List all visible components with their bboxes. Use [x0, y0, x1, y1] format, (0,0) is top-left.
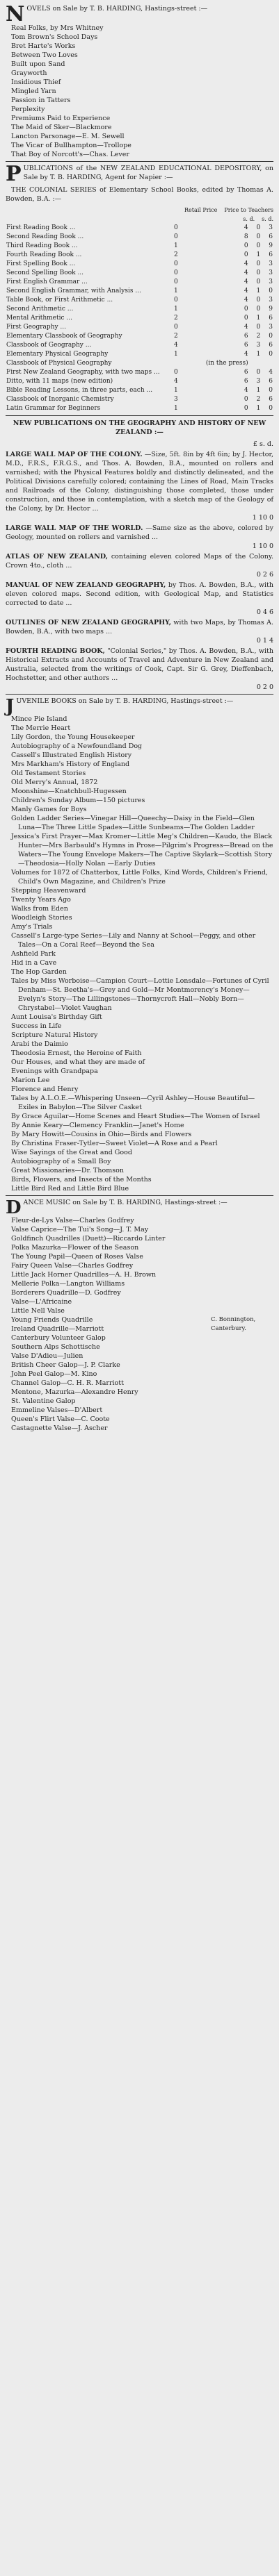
book-title: Autobiography of a Small Boy	[11, 1158, 111, 1165]
music-title: Castagnette Valse—J. Ascher	[11, 1424, 108, 1432]
retail-pence: 6	[244, 342, 248, 349]
retail-shillings: 2	[173, 251, 178, 258]
novel-title: Tom Brown's School Days	[11, 33, 98, 41]
teacher-shillings: 1	[256, 288, 261, 294]
retail-pence: 0	[244, 405, 248, 412]
header-text: UBLICATIONS of the NEW ZEALAND EDUCATIONAL DEPOSITORY, on Sale by T. B. HARDING, Agent for Napier :—	[23, 165, 273, 181]
teacher-shillings: 0	[256, 324, 261, 331]
divider	[6, 161, 273, 162]
entry-text: by Thos. A. Bowden, B.A., with eleven colored maps. Second edition, with Geological Map, and Statistics corrected to date ...	[6, 581, 273, 607]
entry-price: 1 10 0	[252, 542, 273, 550]
teacher-heading: Price to Teachers	[224, 207, 273, 213]
book-title: Walks from Eden	[11, 905, 68, 913]
price-row	[6, 395, 273, 404]
music-title: Canterbury Volunteer Galop	[11, 1334, 106, 1342]
nz-entry	[6, 524, 273, 551]
retail-shillings: 4	[173, 342, 178, 349]
book-title: Arabi the Daimio	[11, 1040, 68, 1048]
price-row	[6, 341, 273, 350]
book-title: Ashfield Park	[11, 950, 56, 958]
retail-shillings: 2	[173, 333, 178, 340]
retail-shillings: 0	[173, 297, 178, 304]
book-title: Autobiography of a Newfoundland Dog	[11, 742, 143, 750]
dance-header	[6, 1197, 273, 1218]
teacher-shillings: 3	[256, 378, 261, 385]
entry-title: FOURTH READING BOOK,	[6, 647, 105, 655]
book-name: Second Reading Book ...	[6, 233, 84, 240]
book-title: Success in Life	[11, 1022, 62, 1030]
music-title: Fleur-de-Lys Valse—Charles Godfrey	[11, 1217, 134, 1224]
retail-pence: 6	[244, 369, 248, 376]
book-name: Fourth Reading Book ...	[6, 251, 82, 258]
teacher-shillings: 0	[256, 279, 261, 285]
novel-title: Bret Harte's Works	[11, 42, 76, 50]
nz-entry	[6, 647, 273, 692]
nz-publications-advert	[6, 419, 273, 692]
book-name: Latin Grammar for Beginners	[6, 405, 101, 412]
teacher-pence: 0	[269, 387, 273, 394]
dropcap: N	[6, 2, 25, 26]
book-title: Mince Pie Island	[11, 715, 67, 723]
book-title: Great Missionaries—Dr. Thomson	[11, 1167, 124, 1174]
entry-title: ATLAS OF NEW ZEALAND,	[6, 553, 109, 560]
teacher-shillings: 1	[256, 315, 261, 322]
book-name: First English Grammar ...	[6, 279, 88, 285]
price-row	[6, 368, 273, 377]
book-name: Elementary Physical Geography	[6, 351, 109, 358]
teacher-pence: 3	[269, 279, 273, 285]
book-name: Bible Reading Lessons, in three parts, each ...	[6, 387, 153, 394]
teacher-pence: 9	[269, 306, 273, 313]
book-title: Volumes for 1872 of Chatterbox, Little Folks, Kind Words, Children's Friend, Child's Own Magazine, and Children's Prize	[11, 869, 268, 886]
teacher-pence: 6	[269, 342, 273, 349]
price-row	[6, 278, 273, 287]
music-title: John Peel Galop—M. Kino	[11, 1370, 97, 1378]
price-row	[6, 251, 273, 260]
book-title: Cassell's Illustrated English History	[11, 751, 132, 759]
entry-title: MANUAL OF NEW ZEALAND GEOGRAPHY,	[6, 581, 166, 589]
teacher-pence: 0	[269, 288, 273, 294]
book-title: Tales by A.L.O.E.—Whispering Unseen—Cyril Ashley—House Beautiful—Exiles in Babylon—The Silver Casket	[11, 1095, 255, 1111]
price-row	[6, 269, 273, 278]
price-row	[6, 386, 273, 395]
entry-price: 0 2 0	[256, 683, 273, 691]
retail-pence: 4	[244, 351, 248, 358]
series-intro: THE COLONIAL SERIES of Elementary School Books, edited by Thomas A. Bowden, B.A. :—	[6, 186, 273, 203]
book-title: Twenty Years Ago	[11, 896, 71, 904]
book-title: Scripture Natural History	[11, 1031, 98, 1039]
music-title: Valse Caprice—The Tui's Song—J. T. May	[11, 1226, 149, 1233]
price-row	[6, 359, 273, 368]
teacher-pence	[261, 359, 273, 368]
teacher-shillings: 1	[256, 351, 261, 358]
book-title: By Grace Aguilar—Home Scenes and Heart Studies—The Women of Israel	[11, 1113, 260, 1120]
book-title: Our Houses, and what they are made of	[11, 1058, 145, 1066]
book-title: Woodleigh Stories	[11, 914, 72, 922]
novel-title: Insidious Thief	[11, 78, 61, 86]
retail-shillings: 0	[173, 269, 178, 276]
teacher-pence: 6	[269, 251, 273, 258]
teacher-pence: 3	[269, 269, 273, 276]
nz-entry	[6, 552, 273, 579]
teacher-shillings: 2	[256, 333, 261, 340]
nz-entry	[6, 581, 273, 617]
teacher-pence: 9	[269, 242, 273, 249]
retail-pence: 4	[244, 288, 248, 294]
music-title: Emmeline Valses—D'Albert	[11, 1406, 103, 1414]
header-text: OVELS on Sale by T. B. HARDING, Hastings-street :—	[26, 5, 208, 13]
teacher-shillings: 1	[256, 405, 261, 412]
price-row	[6, 404, 273, 413]
book-title: Aunt Louisa's Birthday Gift	[11, 1013, 102, 1021]
publications-advert	[6, 164, 273, 413]
price-column-headings	[6, 206, 273, 215]
book-title: Lily Gordon, the Young Housekeeper	[11, 733, 135, 741]
teacher-shillings: 0	[256, 269, 261, 276]
price-row	[6, 305, 273, 314]
music-title: The Young Papil—Queen of Roses Valse	[11, 1253, 143, 1261]
book-title: Tales by Miss Worboise—Campion Court—Lottie Lonsdale—Fortunes of Cyril Denham—St. Beetha's—Grey and Gold—Mr Montmorency's Money—Evelyn's Story—The Lillingstones—Thornycroft Hall—Nobly Born—Chrystabel—Violet Vaughan	[11, 977, 269, 1012]
retail-pence: 4	[244, 279, 248, 285]
nz-entry	[6, 450, 273, 522]
novel-title: Real Folks, by Mrs Whitney	[11, 24, 104, 32]
retail-shillings: 0	[173, 279, 178, 285]
music-title: Mentone, Mazurka—Alexandre Henry	[11, 1388, 138, 1396]
book-name: Second English Grammar, with Analysis ...	[6, 288, 141, 294]
retail-pence: 0	[244, 306, 248, 313]
teacher-pence: 6	[269, 315, 273, 322]
entry-price: 0 4 6	[256, 608, 273, 616]
music-title: Fairy Queen Valse—Charles Godfrey	[11, 1262, 134, 1270]
novel-title: That Boy of Norcott's—Chas. Lever	[11, 151, 129, 158]
novel-title: The Maid of Sker—Blackmore	[11, 124, 112, 131]
teacher-shillings: 2	[256, 396, 261, 403]
music-title: Valse—L'Africaine	[11, 1298, 72, 1306]
retail-shillings: 1	[173, 288, 178, 294]
music-title: Little Nell Valse	[11, 1307, 65, 1315]
teacher-shillings: 0	[256, 260, 261, 267]
divider	[6, 1195, 273, 1196]
music-title: Mellerie Polka—Langton Williams	[11, 1280, 125, 1288]
nz-title: NEW PUBLICATIONS ON THE GEOGRAPHY AND HISTORY OF NEW ZEALAND :—	[13, 419, 266, 436]
teacher-shillings: 1	[256, 387, 261, 394]
book-title: Florence and Henry	[11, 1086, 79, 1093]
book-name: Ditto, with 11 maps (new edition)	[6, 378, 113, 385]
retail-shillings: 4	[173, 378, 178, 385]
header-text: ANCE MUSIC on Sale by T. B. HARDING, Hastings-street :—	[23, 1199, 228, 1206]
retail-shillings: 0	[173, 324, 178, 331]
retail-shillings: 1	[173, 351, 178, 358]
price-row	[6, 260, 273, 269]
dance-body	[6, 1216, 273, 1433]
teacher-shillings: 0	[256, 297, 261, 304]
book-title: Mrs Markham's History of England	[11, 761, 130, 768]
book-title: Manly Games for Boys	[11, 806, 87, 813]
book-title: Little Bird Red and Little Bird Blue	[11, 1185, 129, 1193]
retail-pence: 4	[244, 260, 248, 267]
music-title: Polka Mazurka—Flower of the Season	[11, 1244, 139, 1252]
book-title: Children's Sunday Album—150 pictures	[11, 797, 145, 804]
teacher-pence: 6	[269, 378, 273, 385]
entry-title: OUTLINES OF NEW ZEALAND GEOGRAPHY,	[6, 619, 171, 626]
teacher-pence: 0	[269, 333, 273, 340]
dropcap: J	[6, 696, 15, 717]
music-title: Goldfinch Quadrilles (Duett)—Riccardo Linter	[11, 1235, 166, 1243]
currency-units: £ s. d.	[253, 440, 273, 448]
book-title: Cassell's Large-type Series—Lily and Nanny at School—Peggy, and other Tales—On a Coral Reef—Beyond the Sea	[11, 932, 256, 949]
book-name: Classbook of Inorganic Chemistry	[6, 396, 114, 403]
teacher-units: s. d.	[262, 216, 273, 222]
retail-pence: 6	[244, 333, 248, 340]
music-title: Ireland Quadrille—Marriott	[11, 1325, 104, 1333]
book-title: Wise Sayings of the Great and Good	[11, 1149, 132, 1156]
book-title: By Christina Fraser-Tytler—Sweet Violet—A Rose and a Pearl	[11, 1140, 218, 1147]
teacher-pence: 0	[269, 351, 273, 358]
music-title: St. Valentine Galop	[11, 1397, 76, 1405]
book-title: Golden Ladder Series—Vinegar Hill—Queechy—Daisy in the Field—Glen Luna—The Three Little Spades—Little Sunbeams—The Golden Ladder	[11, 815, 255, 831]
book-title: By Annie Keary—Clemency Franklin—Janet's Home	[11, 1122, 184, 1129]
dropcap: D	[6, 1197, 22, 1218]
retail-shillings: 3	[173, 396, 178, 403]
music-title: British Cheer Galop—J. P. Clarke	[11, 1361, 120, 1369]
juvenile-list	[6, 715, 273, 1193]
price-row	[6, 323, 273, 332]
side-note: C. Bonnington, Canterbury.	[211, 1316, 256, 1332]
nz-entries	[6, 450, 273, 692]
book-title: Moonshine—Knatchbull-Hugessen	[11, 788, 127, 795]
retail-pence: 4	[244, 387, 248, 394]
book-title: The Hop Garden	[11, 968, 67, 976]
teacher-pence: 3	[269, 260, 273, 267]
music-title: Little Jack Horner Quadrilles—A. H. Brown	[11, 1271, 157, 1279]
retail-pence: 4	[244, 224, 248, 231]
book-title: Marion Lee	[11, 1077, 50, 1084]
teacher-pence: 0	[269, 405, 273, 412]
entry-title: LARGE WALL MAP OF THE COLONY.	[6, 451, 143, 458]
teacher-pence: 3	[269, 224, 273, 231]
book-title: The Merrie Heart	[11, 724, 71, 732]
juvenile-advert	[6, 697, 273, 1193]
publications-header	[6, 162, 273, 186]
retail-units: s. d.	[243, 216, 255, 222]
book-name: First New Zealand Geography, with two maps ...	[6, 369, 160, 376]
book-title: Evenings with Grandpapa	[11, 1067, 98, 1075]
price-row	[6, 377, 273, 386]
novel-title: The Vicar of Bullhampton—Trollope	[11, 142, 131, 149]
retail-pence: 0	[244, 396, 248, 403]
retail-shillings: 2	[173, 315, 178, 322]
book-name: First Spelling Book ...	[6, 260, 76, 267]
music-title: Queen's Flirt Valse—C. Coote	[11, 1415, 110, 1423]
retail-pence: 0	[244, 315, 248, 322]
novel-title: Grayworth	[11, 69, 47, 77]
price-row	[6, 233, 273, 242]
price-row	[6, 350, 273, 359]
teacher-pence: 6	[269, 233, 273, 240]
music-title: Channel Galop—C. H. R. Marriott	[11, 1379, 124, 1387]
book-title: Birds, Flowers, and Insects of the Months	[11, 1176, 152, 1183]
retail-heading: Retail Price	[184, 207, 218, 213]
teacher-pence: 3	[269, 297, 273, 304]
book-name: First Geography ...	[6, 324, 66, 331]
book-name: Elementary Classbook of Geography	[6, 333, 122, 340]
retail-shillings: 0	[173, 369, 178, 376]
book-title: Old Testament Stories	[11, 770, 86, 777]
divider	[6, 415, 273, 416]
novels-header	[6, 2, 273, 26]
book-name: Second Arithmetic ...	[6, 306, 74, 313]
retail-shillings: 1	[173, 405, 178, 412]
price-row	[6, 296, 273, 305]
novels-list	[6, 24, 273, 159]
header-text: UVENILE BOOKS on Sale by T. B. HARDING, Hastings-street :—	[16, 697, 234, 705]
retail-shillings: 0	[173, 260, 178, 267]
entry-price: 0 2 6	[256, 571, 273, 579]
price-row	[6, 242, 273, 251]
retail-pence: 0	[244, 251, 248, 258]
retail-pence: 0	[244, 242, 248, 249]
retail-pence: 4	[244, 269, 248, 276]
teacher-shillings: 0	[256, 233, 261, 240]
entry-title: LARGE WALL MAP OF THE WORLD.	[6, 524, 143, 532]
novel-title: Built upon Sand	[11, 60, 65, 68]
novel-title: Passion in Tatters	[11, 97, 71, 104]
book-name: First Reading Book ...	[6, 224, 76, 231]
music-title: Borderers Quadrille—D. Godfrey	[11, 1289, 121, 1297]
price-row	[6, 332, 273, 341]
divider	[6, 694, 273, 695]
retail-shillings: 1	[173, 242, 178, 249]
book-name: Second Spelling Book ...	[6, 269, 84, 276]
retail-pence: 6	[244, 378, 248, 385]
teacher-pence: 4	[269, 369, 273, 376]
price-units	[6, 215, 273, 224]
retail-shillings: 0	[173, 224, 178, 231]
teacher-shillings: 0	[256, 242, 261, 249]
retail-shillings	[166, 359, 179, 368]
retail-pence: 4	[244, 324, 248, 331]
novel-title: Between Two Loves	[11, 51, 78, 59]
book-title: Amy's Trials	[11, 923, 53, 931]
book-title: By Mary Howitt—Cousins in Ohio—Birds and Flowers	[11, 1131, 192, 1138]
music-title: Valse D'Adieu—Julien	[11, 1352, 83, 1360]
novel-title: Mingled Yarn	[11, 88, 56, 95]
book-title: Old Merry's Annual, 1872	[11, 779, 98, 786]
teacher-pence: 3	[269, 324, 273, 331]
retail-pence: 4	[244, 297, 248, 304]
book-name: Classbook of Physical Geography	[6, 360, 112, 367]
book-name: Table Book, or First Arithmetic ...	[6, 297, 113, 304]
teacher-pence: 6	[269, 396, 273, 403]
price-row	[6, 287, 273, 296]
price-row	[6, 314, 273, 323]
book-title: Stepping Heavenward	[11, 887, 86, 895]
novel-title: Premiums Paid to Experience	[11, 115, 111, 122]
dance-music-advert	[6, 1198, 273, 1433]
teacher-shillings: 0	[256, 224, 261, 231]
price-table	[6, 224, 273, 413]
entry-text: with two Maps, by Thomas A. Bowden, B.A., with two maps ...	[6, 619, 273, 635]
dropcap: P	[6, 162, 22, 186]
book-title: Jessica's First Prayer—Max Kromer—Little Meg's Children—Kaudo, the Black Hunter—Mrs Barbauld's Hymns in Prose—Pilgrim's Progress—Bread on the Waters—The Young Envelope Makers—The Captive Skylark—Scottish Story—Theodosia—Holly Nolan —Early Duties	[11, 833, 273, 867]
book-name: Mental Arithmetic ...	[6, 315, 72, 322]
entry-price: 0 1 4	[256, 637, 273, 645]
price-row	[6, 224, 273, 233]
entry-text: "Colonial Series," by Thos. A. Bowden, B.A., with Historical Extracts and Accounts of Travel and Adventure in New Zealand and Australia, selected from the writings of Cook, Capt. Sir G. Grey, Dieffenbach, Hochstetter, and other authors ...	[6, 647, 273, 682]
novel-title: Perplexity	[11, 106, 45, 113]
book-title: Theodosia Ernest, the Heroine of Faith	[11, 1049, 142, 1057]
teacher-shillings: 1	[256, 251, 261, 258]
novels-advert	[6, 4, 273, 159]
entry-text: —Size, 5ft. 8in by 4ft 6in; by J. Hector, M.D., F.R.S., F.R.G.S., and Thos. A. Bowden, B.A., mounted on rollers and varnished; with the Physical Features boldly and distinctly delineated, and the Political Divisions carefully colored; containing the Lines of Road, Main Tracks and Railroads of the Colony, distinguishing those completed, those under construction, and those in contemplation, with a sketch map of the Geology of the Colony, by Dr. Hector ...	[6, 451, 273, 513]
book-name: Third Reading Book ...	[6, 242, 78, 249]
teacher-shillings	[249, 359, 262, 368]
dance-list	[6, 1216, 165, 1433]
retail-pence: 8	[244, 233, 248, 240]
juvenile-header	[6, 696, 273, 717]
music-title: Young Friends Quadrille	[11, 1316, 93, 1324]
retail-shillings: 1	[173, 387, 178, 394]
book-title: Hid in a Cave	[11, 959, 57, 967]
entry-text: containing eleven colored Maps of the Colony. Crown 4to., cloth ...	[6, 553, 273, 570]
retail-pence: (in the press)	[205, 360, 248, 367]
retail-shillings: 0	[173, 233, 178, 240]
teacher-shillings: 0	[256, 369, 261, 376]
retail-shillings: 1	[173, 306, 178, 313]
novel-title: Lancton Parsonage—E. M. Sewell	[11, 133, 125, 140]
book-name: Classbook of Geography ...	[6, 342, 92, 349]
music-title: Southern Alps Schottische	[11, 1343, 100, 1351]
entry-price: 1 10 0	[252, 514, 273, 522]
nz-entry	[6, 618, 273, 645]
teacher-shillings: 3	[256, 342, 261, 349]
entry-text: —Same size as the above, colored by Geology, mounted on rollers and varnished ...	[6, 524, 273, 541]
teacher-shillings: 0	[256, 306, 261, 313]
